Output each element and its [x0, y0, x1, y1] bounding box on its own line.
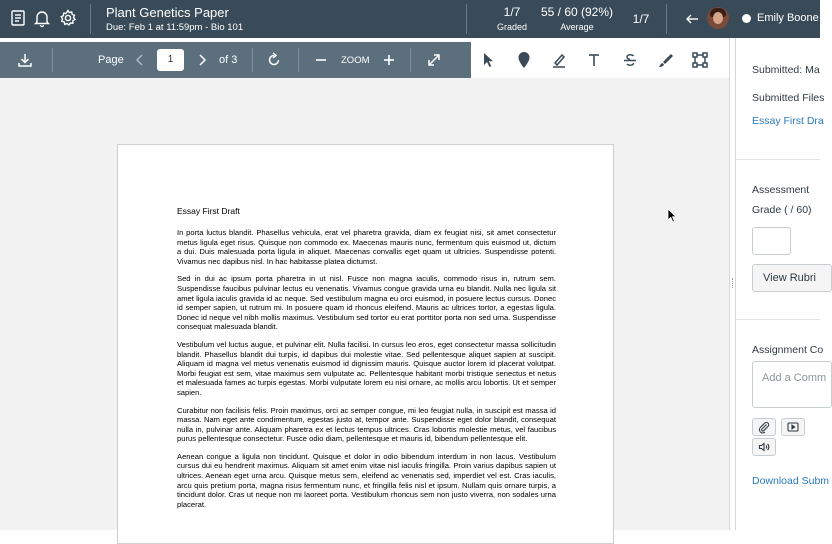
- audio-icon[interactable]: [752, 438, 776, 456]
- strikeout-icon[interactable]: [620, 50, 640, 70]
- highlight-icon[interactable]: [549, 50, 569, 70]
- fullscreen-icon[interactable]: [424, 50, 444, 70]
- submission-file-link[interactable]: Essay First Dra: [752, 115, 824, 127]
- top-header: [0, 0, 820, 38]
- average-value: 55 / 60 (92%): [540, 5, 614, 19]
- due-date: Due: Feb 1 at 11:59pm - Bio 101: [106, 22, 244, 33]
- document-paragraph: Aenean congue a ligula non tincidunt. Quisque et dolor in odio bibendum interdum in non lacus. Vestibulum cursus dui eu hendrerit maximus. Aliquam sit amet enim vitae nisl iaculis fringilla. Proin varius dapibus sapien ut ultrices. Aenean eget urna arcu. Quisque metus sem, eleifend ac venenatis sed, imperdiet vel est. Cras iaculis, arcu quis pretium porta, magna risus fermentum nunc, et fringilla felis nisl et ipsum. Nullam quis ornare turpis, a tincidunt dolor. Cras ut neque non mi laoreet porta. Vestibulum rhoncus sem non justo viverra, non sodales urna placerat.: [177, 451, 556, 509]
- freedraw-icon[interactable]: [656, 50, 676, 70]
- mouse-cursor-icon: [667, 208, 677, 228]
- media-icon[interactable]: [781, 418, 805, 436]
- rotate-icon[interactable]: [264, 50, 284, 70]
- view-rubric-button[interactable]: View Rubri: [752, 264, 832, 292]
- average-label: Average: [560, 22, 594, 32]
- submitted-files-heading: Submitted Files: [752, 92, 825, 104]
- assignment-comments-heading: Assignment Co: [752, 344, 824, 356]
- document-heading: Essay First Draft: [177, 206, 240, 216]
- document-paragraph: In porta luctus blandit. Phasellus vehicula, erat vel pharetra gravida, diam ex feugiat nisi, sit amet consectetur metus ligula eget risus. Quisque non commodo ex. Maecenas mauris nunc, fermentum quis euismod ut, dictum a dui. Duis malesuada porta ligula in aliquet. Maecenas convallis eget quam ut ultricies. Suspendisse potenti. Vivamus nec dapibus nisl. In hac habitasse platea dictumst.: [177, 228, 556, 266]
- annotation-toolbar: [0, 42, 729, 78]
- document-paragraph: Curabitur non facilisis felis. Proin maximus, orci ac semper congue, mi leo feugiat nulla, in suscipit est massa id massa. Nam eget ante condimentum, egestas justo at, tempor ante. Suspendisse eget dolor blandit, consequat nulla in, pulvinar ante. Aliquam pharetra ex et lectus tempus ultrices. Cras lobortis molestie metus, vel faucibus purus pellentesque consectetur. Fusce odio diam, pellentesque et mauris id, bibendum pellentesque elit.: [177, 405, 556, 444]
- page-total: of 3: [219, 54, 238, 66]
- chevron-right-icon[interactable]: [192, 50, 212, 70]
- zoom-label: ZOOM: [341, 55, 370, 66]
- student-avatar[interactable]: [707, 7, 729, 29]
- panel-resize-handle[interactable]: [729, 38, 736, 530]
- grade-input[interactable]: [752, 227, 791, 255]
- assessment-heading: Assessment: [752, 184, 810, 196]
- graded-count: 1/7: [503, 5, 521, 19]
- comment-input[interactable]: Add a Comm: [752, 361, 832, 408]
- text-icon[interactable]: [584, 50, 604, 70]
- page-number-input[interactable]: 1: [157, 49, 184, 71]
- gradebook-icon[interactable]: [8, 8, 28, 28]
- grading-sidebar: [736, 38, 830, 530]
- student-name[interactable]: Emily Boone: [757, 12, 819, 24]
- assignment-title[interactable]: Plant Genetics Paper: [106, 5, 229, 20]
- arrow-left-icon[interactable]: [682, 9, 702, 29]
- bell-icon[interactable]: [32, 8, 52, 28]
- student-position: 1/7: [632, 12, 650, 26]
- chevron-left-icon[interactable]: [130, 50, 150, 70]
- status-dot: [742, 14, 751, 23]
- graded-label: Graded: [496, 22, 528, 32]
- area-icon[interactable]: [690, 50, 710, 70]
- submitted-date: Submitted: Ma: [752, 64, 820, 76]
- pointer-icon[interactable]: [478, 50, 498, 70]
- document-paragraph: Sed in dui ac ipsum porta pharetra in ut nisl. Fusce non magna iaculis, commodo risus in, rutrum sem. Suspendisse faucibus pulvinar lectus eu venenatis. Vivamus congue gravida urna eu blandit. Nulla nec ligula sit amet ligula iaculis gravida id ac neque. Sed vestibulum magna eu orci euismod, in posuere lectus cursus. Donec id semper sapien, ut rutrum mi. In posuere quam id rhoncus eleifend. Mauris ac ultrices tortor, a egestas ligula. Donec id neque vel nibh mollis maximus. Vestibulum sed tortor eu erat porttitor porta non sed urna. Suspendisse consequat malesuada blandit.: [177, 274, 556, 332]
- document-paragraph: Vestibulum vel luctus augue, et pulvinar elit. Nulla facilisi. In cursus leo eros, eget consectetur massa sollicitudin blandit. Phasellus blandit dui turpis, id dapibus dui molestie vitae. Sed pellentesque aliquet sapien at suscipit. Aliquam id magna vel metus venenatis euismod id dignissim mauris. Quisque auctor lorem id placerat volutpat. Morbi feugiat est sem, vitae maximus sem vulputate ac. Pellentesque habitant morbi tristique senectus et netus et malesuada fames ac turpis egestas. Morbi vulputate lorem eu nisi ornare, ac mollis arcu lobortis. Ut et semper sapien.: [177, 339, 556, 397]
- grade-label: Grade ( / 60): [752, 204, 812, 216]
- point-annotation-icon[interactable]: [514, 50, 534, 70]
- gear-icon[interactable]: [58, 8, 78, 28]
- page-label: Page: [98, 54, 124, 66]
- download-submission-link[interactable]: Download Subm: [752, 475, 830, 487]
- paperclip-icon[interactable]: [752, 418, 776, 436]
- download-icon[interactable]: [15, 50, 35, 70]
- document-page[interactable]: [117, 144, 614, 544]
- document-viewer[interactable]: [0, 78, 729, 530]
- zoom-in-icon[interactable]: [379, 50, 399, 70]
- zoom-out-icon[interactable]: [311, 50, 331, 70]
